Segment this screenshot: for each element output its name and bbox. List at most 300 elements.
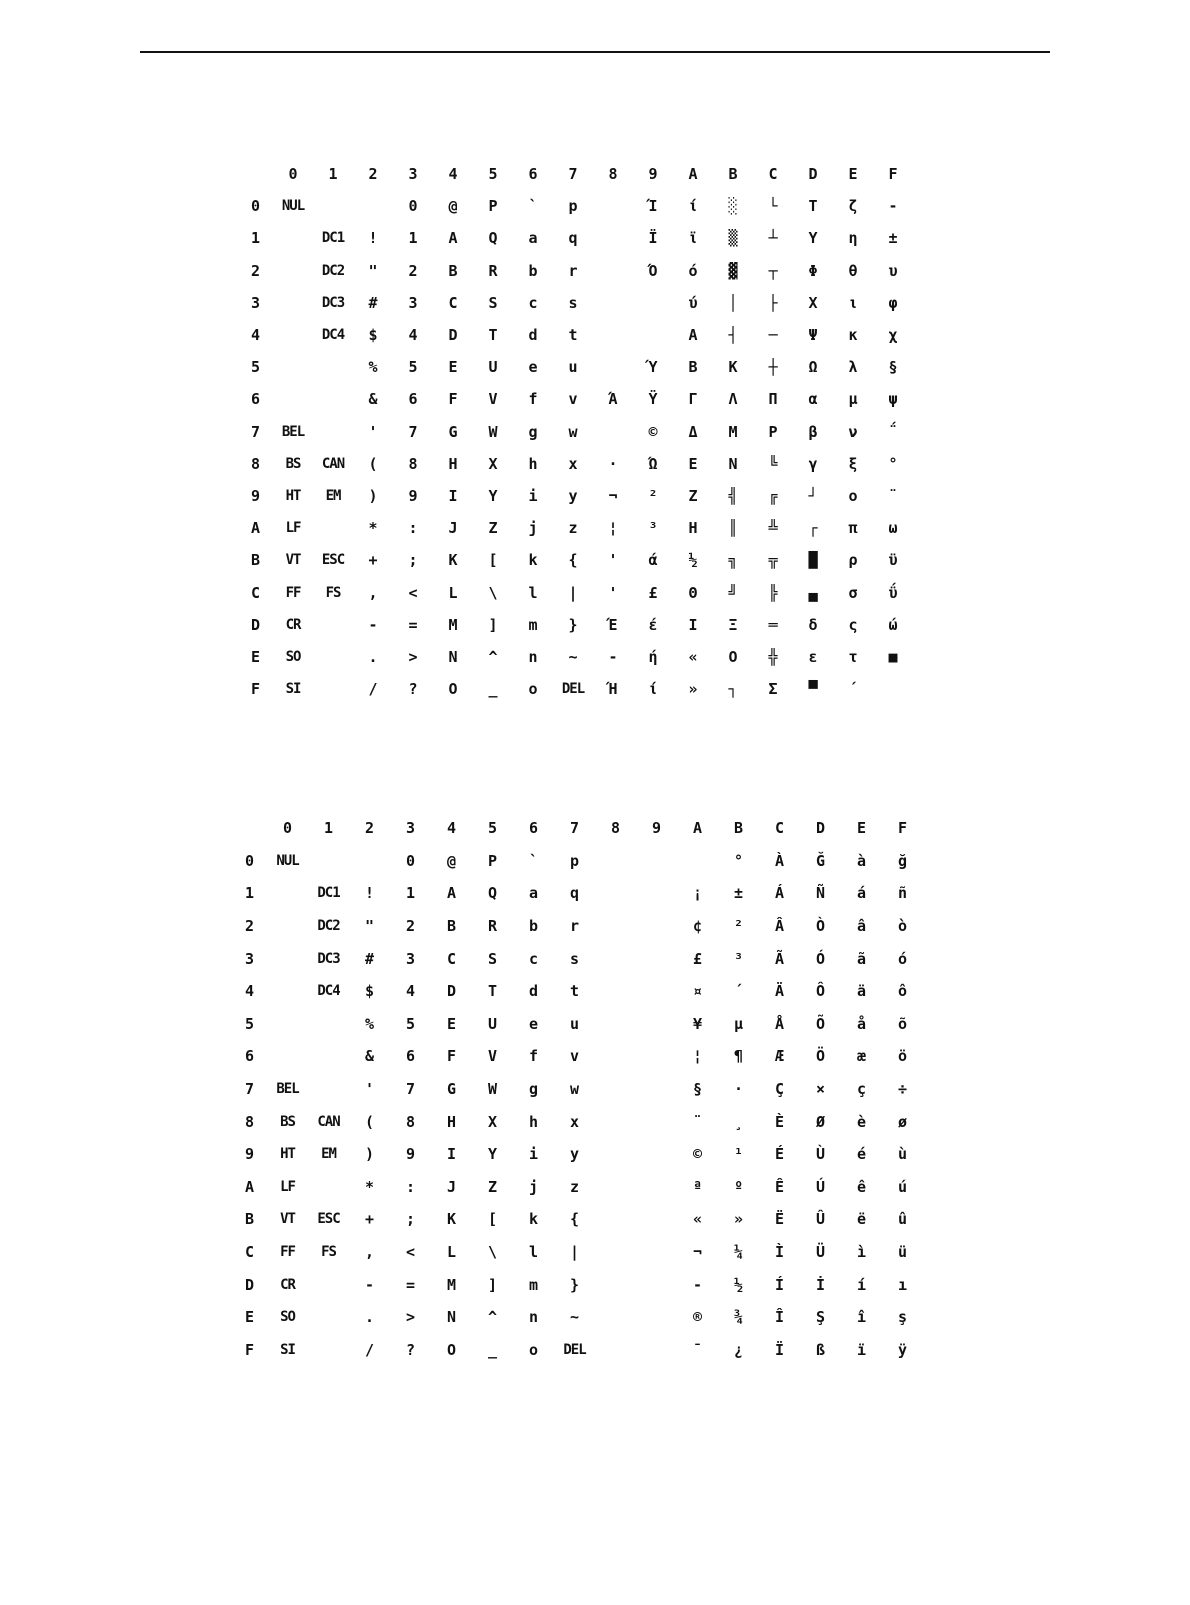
character-cell: ί bbox=[688, 197, 698, 216]
character-cell: ΰ bbox=[888, 583, 898, 602]
character-cell: - bbox=[608, 647, 618, 666]
character-cell: FS bbox=[325, 584, 341, 601]
character-cell: ú bbox=[897, 1177, 908, 1196]
character-cell: ▒ bbox=[728, 229, 738, 248]
character-cell: Η bbox=[688, 519, 698, 538]
character-cell: c bbox=[528, 293, 538, 312]
table-row bbox=[245, 1040, 923, 1073]
character-cell: ψ bbox=[888, 390, 898, 409]
character-cell: Λ bbox=[728, 390, 738, 409]
character-cell: ϊ bbox=[688, 229, 698, 248]
character-cell bbox=[595, 1203, 636, 1236]
character-cell: f bbox=[528, 390, 538, 409]
character-cell: µ bbox=[733, 1014, 744, 1033]
table-row bbox=[245, 1105, 923, 1138]
character-cell bbox=[677, 845, 718, 878]
character-cell: ¾ bbox=[733, 1308, 744, 1327]
character-cell: ╗ bbox=[728, 551, 738, 570]
character-cell: BEL bbox=[281, 423, 305, 440]
character-cell: ┬ bbox=[768, 261, 778, 280]
character-cell: l bbox=[528, 1243, 539, 1262]
character-cell bbox=[636, 1008, 677, 1041]
character-cell: █ bbox=[808, 551, 818, 570]
character-cell: B bbox=[448, 261, 458, 280]
character-cell: ¢ bbox=[692, 917, 703, 936]
character-cell: k bbox=[528, 1210, 539, 1229]
row-header: 7 bbox=[245, 1080, 255, 1099]
character-cell: # bbox=[368, 293, 378, 312]
character-cell bbox=[636, 877, 677, 910]
character-cell: ξ bbox=[848, 454, 858, 473]
character-cell: r bbox=[568, 261, 578, 280]
character-cell: ┤ bbox=[728, 326, 738, 345]
character-cell: ύ bbox=[688, 293, 698, 312]
character-cell: ¿ bbox=[733, 1340, 744, 1359]
table-row bbox=[251, 416, 913, 448]
character-cell: Ş bbox=[815, 1308, 826, 1327]
character-cell: ω bbox=[888, 519, 898, 538]
character-cell bbox=[308, 1334, 349, 1367]
character-cell: Ύ bbox=[648, 358, 658, 377]
row-header: 3 bbox=[251, 293, 261, 312]
character-cell: ã bbox=[856, 949, 867, 968]
character-cell: ¤ bbox=[692, 982, 703, 1001]
character-cell: Ν bbox=[728, 454, 738, 473]
character-cell: ¨ bbox=[888, 486, 898, 505]
character-cell: D bbox=[446, 982, 457, 1001]
row-header: E bbox=[251, 647, 261, 666]
character-cell: I bbox=[448, 486, 458, 505]
character-cell: \ bbox=[488, 583, 498, 602]
row-header: C bbox=[251, 583, 261, 602]
character-cell: ¬ bbox=[692, 1243, 703, 1262]
character-cell bbox=[313, 190, 353, 222]
character-cell: ¯ bbox=[692, 1340, 703, 1359]
character-cell: J bbox=[448, 519, 458, 538]
character-cell: 6 bbox=[405, 1047, 416, 1066]
character-cell: ¶ bbox=[733, 1047, 744, 1066]
character-cell: Ã bbox=[774, 949, 785, 968]
row-header: 5 bbox=[245, 1014, 255, 1033]
character-cell: + bbox=[368, 551, 378, 570]
character-cell bbox=[595, 1040, 636, 1073]
character-cell: { bbox=[569, 1210, 580, 1229]
character-cell: ± bbox=[733, 884, 744, 903]
character-cell: Ό bbox=[648, 261, 658, 280]
character-cell bbox=[593, 287, 633, 319]
column-header: 9 bbox=[651, 819, 662, 838]
character-cell: f bbox=[528, 1047, 539, 1066]
character-cell: ü bbox=[897, 1243, 908, 1262]
character-cell: E bbox=[448, 358, 458, 377]
character-cell: N bbox=[448, 647, 458, 666]
character-cell: Î bbox=[774, 1308, 785, 1327]
character-cell: ì bbox=[856, 1243, 867, 1262]
character-cell: ª bbox=[692, 1177, 703, 1196]
character-cell: 7 bbox=[408, 422, 418, 441]
character-cell bbox=[313, 609, 353, 641]
character-cell bbox=[313, 351, 353, 383]
character-cell: m bbox=[528, 1275, 539, 1294]
character-cell: │ bbox=[728, 293, 738, 312]
character-cell: © bbox=[648, 422, 658, 441]
character-cell: - bbox=[692, 1275, 703, 1294]
character-cell: Ζ bbox=[688, 486, 698, 505]
character-cell: ί bbox=[648, 680, 658, 699]
table-row bbox=[251, 383, 913, 415]
character-cell: Í bbox=[774, 1275, 785, 1294]
character-cell: ├ bbox=[768, 293, 778, 312]
character-cell: è bbox=[856, 1112, 867, 1131]
character-cell: A bbox=[448, 229, 458, 248]
character-cell bbox=[349, 845, 390, 878]
column-header: 8 bbox=[610, 819, 621, 838]
character-cell: @ bbox=[446, 851, 457, 870]
character-cell: p bbox=[568, 197, 578, 216]
character-cell bbox=[595, 1138, 636, 1171]
character-cell: ▀ bbox=[808, 680, 818, 699]
character-cell: λ bbox=[848, 358, 858, 377]
column-header: 1 bbox=[328, 165, 338, 184]
character-cell: ι bbox=[848, 293, 858, 312]
character-cell: n bbox=[528, 647, 538, 666]
column-header-row bbox=[245, 812, 923, 845]
row-header: 2 bbox=[251, 261, 261, 280]
table-row bbox=[245, 1236, 923, 1269]
character-cell: } bbox=[569, 1275, 580, 1294]
row-header: B bbox=[245, 1210, 255, 1229]
character-cell: o bbox=[528, 680, 538, 699]
character-cell: NUL bbox=[276, 852, 299, 869]
character-cell: å bbox=[856, 1014, 867, 1033]
character-cell: M bbox=[448, 615, 458, 634]
column-header: C bbox=[774, 819, 785, 838]
character-cell: ^ bbox=[487, 1308, 498, 1327]
corner-cell bbox=[245, 812, 267, 845]
column-header: 4 bbox=[446, 819, 457, 838]
character-cell: e bbox=[528, 358, 538, 377]
character-cell: ╣ bbox=[728, 486, 738, 505]
character-cell bbox=[636, 1203, 677, 1236]
character-cell: η bbox=[848, 229, 858, 248]
character-cell: g bbox=[528, 1080, 539, 1099]
character-cell bbox=[308, 845, 349, 878]
character-cell: Β bbox=[688, 358, 698, 377]
character-cell: ) bbox=[364, 1145, 375, 1164]
table-row bbox=[245, 1073, 923, 1106]
character-cell: Έ bbox=[608, 615, 618, 634]
character-cell bbox=[636, 1073, 677, 1106]
character-cell: ώ bbox=[888, 615, 898, 634]
character-cell: ESC bbox=[321, 552, 345, 569]
character-cell bbox=[267, 877, 308, 910]
character-cell: v bbox=[568, 390, 578, 409]
character-cell: ö bbox=[897, 1047, 908, 1066]
character-code-table-lower bbox=[245, 812, 923, 1366]
character-cell: i bbox=[528, 486, 538, 505]
character-cell: t bbox=[569, 982, 580, 1001]
character-cell: γ bbox=[808, 454, 818, 473]
column-header: 7 bbox=[569, 819, 580, 838]
column-header: F bbox=[897, 819, 908, 838]
character-cell: · bbox=[733, 1080, 744, 1099]
character-cell: φ bbox=[888, 293, 898, 312]
character-cell: * bbox=[364, 1177, 375, 1196]
character-cell bbox=[633, 319, 673, 351]
character-cell: K bbox=[446, 1210, 457, 1229]
character-cell: CAN bbox=[317, 1113, 340, 1130]
character-cell: q bbox=[569, 884, 580, 903]
column-header: E bbox=[848, 165, 858, 184]
character-cell bbox=[595, 942, 636, 975]
character-cell: VT bbox=[280, 1211, 295, 1228]
character-cell: Χ bbox=[808, 293, 818, 312]
character-cell: | bbox=[568, 583, 578, 602]
character-cell bbox=[595, 1334, 636, 1367]
character-cell: NUL bbox=[281, 198, 305, 215]
character-cell bbox=[595, 1171, 636, 1204]
character-cell: ó bbox=[897, 949, 908, 968]
table-row bbox=[245, 1334, 923, 1367]
character-cell: ─ bbox=[768, 326, 778, 345]
character-cell: ß bbox=[815, 1340, 826, 1359]
character-cell: ╝ bbox=[728, 583, 738, 602]
character-cell: Û bbox=[815, 1210, 826, 1229]
character-cell: τ bbox=[848, 647, 858, 666]
table-row bbox=[245, 975, 923, 1008]
character-cell: & bbox=[364, 1047, 375, 1066]
character-cell: ] bbox=[487, 1275, 498, 1294]
character-cell: s bbox=[568, 293, 578, 312]
character-cell: ½ bbox=[733, 1275, 744, 1294]
character-cell: ¦ bbox=[692, 1047, 703, 1066]
character-cell: ( bbox=[364, 1112, 375, 1131]
character-cell: - bbox=[888, 197, 898, 216]
row-header: D bbox=[245, 1275, 255, 1294]
row-header: F bbox=[245, 1340, 255, 1359]
character-cell: DC4 bbox=[321, 327, 345, 344]
character-cell: r bbox=[569, 917, 580, 936]
character-cell: Z bbox=[487, 1177, 498, 1196]
character-cell: & bbox=[368, 390, 378, 409]
character-cell: ¹ bbox=[733, 1145, 744, 1164]
character-cell: y bbox=[568, 486, 578, 505]
character-cell: ~ bbox=[569, 1308, 580, 1327]
character-cell: X bbox=[488, 454, 498, 473]
table-row bbox=[245, 845, 923, 878]
character-cell: ` bbox=[528, 851, 539, 870]
header-rule bbox=[140, 51, 1050, 53]
character-cell: / bbox=[364, 1340, 375, 1359]
character-cell: ╬ bbox=[768, 647, 778, 666]
character-code-table-upper bbox=[251, 158, 913, 705]
table-row bbox=[251, 480, 913, 512]
character-cell bbox=[273, 319, 313, 351]
character-cell: Y bbox=[487, 1145, 498, 1164]
character-cell: ? bbox=[405, 1340, 416, 1359]
row-header: 0 bbox=[245, 851, 255, 870]
character-cell: SI bbox=[280, 1341, 295, 1358]
table-row bbox=[245, 1268, 923, 1301]
character-cell: Ω bbox=[808, 358, 818, 377]
character-cell: # bbox=[364, 949, 375, 968]
character-cell: μ bbox=[848, 390, 858, 409]
character-cell: Π bbox=[768, 390, 778, 409]
character-cell bbox=[593, 351, 633, 383]
row-header: 5 bbox=[251, 358, 261, 377]
character-cell: Ξ bbox=[728, 615, 738, 634]
character-cell: L bbox=[446, 1243, 457, 1262]
column-header: A bbox=[692, 819, 703, 838]
character-cell: % bbox=[368, 358, 378, 377]
character-cell: O bbox=[448, 680, 458, 699]
character-cell: z bbox=[568, 519, 578, 538]
character-cell: SO bbox=[280, 1309, 295, 1326]
character-cell: ? bbox=[408, 680, 418, 699]
character-cell: 7 bbox=[405, 1080, 416, 1099]
character-cell bbox=[308, 1040, 349, 1073]
character-cell: - bbox=[364, 1275, 375, 1294]
character-cell bbox=[593, 416, 633, 448]
character-cell: ┴ bbox=[768, 229, 778, 248]
character-cell: $ bbox=[364, 982, 375, 1001]
character-cell: 0 bbox=[408, 197, 418, 216]
character-cell: D bbox=[448, 326, 458, 345]
character-cell: @ bbox=[448, 197, 458, 216]
character-cell: ║ bbox=[728, 519, 738, 538]
character-cell bbox=[313, 383, 353, 415]
character-cell bbox=[273, 287, 313, 319]
character-cell: Ñ bbox=[815, 884, 826, 903]
character-cell: R bbox=[487, 917, 498, 936]
character-cell: ▄ bbox=[808, 583, 818, 602]
character-cell: HT bbox=[285, 487, 301, 504]
character-cell: BEL bbox=[276, 1081, 299, 1098]
character-cell: / bbox=[368, 680, 378, 699]
character-cell bbox=[636, 1105, 677, 1138]
character-cell bbox=[273, 255, 313, 287]
character-cell bbox=[593, 190, 633, 222]
character-cell: ë bbox=[856, 1210, 867, 1229]
column-header: 0 bbox=[288, 165, 298, 184]
character-cell: ' bbox=[608, 583, 618, 602]
table-row bbox=[251, 319, 913, 351]
character-cell: j bbox=[528, 1177, 539, 1196]
character-cell: Θ bbox=[688, 583, 698, 602]
character-cell: × bbox=[815, 1080, 826, 1099]
character-cell: Ä bbox=[774, 982, 785, 1001]
character-cell: h bbox=[528, 454, 538, 473]
character-cell: 2 bbox=[408, 261, 418, 280]
character-cell bbox=[595, 1073, 636, 1106]
character-cell: BS bbox=[285, 455, 301, 472]
table-row bbox=[245, 1203, 923, 1236]
character-cell: æ bbox=[856, 1047, 867, 1066]
character-cell: , bbox=[368, 583, 378, 602]
character-cell bbox=[308, 1073, 349, 1106]
column-header: 9 bbox=[648, 165, 658, 184]
character-cell: b bbox=[528, 261, 538, 280]
table-row bbox=[251, 255, 913, 287]
character-cell: κ bbox=[848, 326, 858, 345]
row-header: B bbox=[251, 551, 261, 570]
character-cell: " bbox=[364, 917, 375, 936]
character-cell: Ώ bbox=[648, 454, 658, 473]
character-cell: 4 bbox=[405, 982, 416, 1001]
character-cell: h bbox=[528, 1112, 539, 1131]
character-cell: SI bbox=[285, 681, 301, 698]
character-cell: N bbox=[446, 1308, 457, 1327]
character-cell: Y bbox=[488, 486, 498, 505]
row-header: A bbox=[251, 519, 261, 538]
character-cell: ¥ bbox=[692, 1014, 703, 1033]
character-cell: a bbox=[528, 884, 539, 903]
character-cell: - bbox=[368, 615, 378, 634]
character-cell: ½ bbox=[688, 551, 698, 570]
character-cell: W bbox=[487, 1080, 498, 1099]
character-cell: FS bbox=[321, 1244, 336, 1261]
character-cell: F bbox=[448, 390, 458, 409]
character-cell: 3 bbox=[405, 949, 416, 968]
character-cell: └ bbox=[768, 197, 778, 216]
column-header: F bbox=[888, 165, 898, 184]
character-cell: û bbox=[897, 1210, 908, 1229]
character-cell: z bbox=[569, 1177, 580, 1196]
character-cell: j bbox=[528, 519, 538, 538]
character-cell: t bbox=[568, 326, 578, 345]
character-cell: ® bbox=[692, 1308, 703, 1327]
row-header: 1 bbox=[245, 884, 255, 903]
row-header: 0 bbox=[251, 197, 261, 216]
character-cell: w bbox=[568, 422, 578, 441]
character-cell: ¬ bbox=[608, 486, 618, 505]
character-cell: ═ bbox=[768, 615, 778, 634]
character-cell: ç bbox=[856, 1080, 867, 1099]
character-cell: _ bbox=[488, 680, 498, 699]
character-cell bbox=[267, 1008, 308, 1041]
character-cell: * bbox=[368, 519, 378, 538]
character-cell: u bbox=[568, 358, 578, 377]
character-cell: CR bbox=[285, 616, 301, 633]
character-cell: 0 bbox=[405, 851, 416, 870]
character-cell: J bbox=[446, 1177, 457, 1196]
character-cell: T bbox=[487, 982, 498, 1001]
character-cell: . bbox=[368, 647, 378, 666]
character-cell: ο bbox=[848, 486, 858, 505]
table-row bbox=[245, 1171, 923, 1204]
character-cell: G bbox=[446, 1080, 457, 1099]
character-cell bbox=[636, 1040, 677, 1073]
character-cell: H bbox=[448, 454, 458, 473]
character-cell: VT bbox=[285, 552, 301, 569]
row-header: E bbox=[245, 1308, 255, 1327]
character-cell: ΄ bbox=[848, 680, 858, 699]
character-cell: DC2 bbox=[321, 262, 345, 279]
character-cell: EM bbox=[321, 1146, 336, 1163]
character-cell: α bbox=[808, 390, 818, 409]
character-cell bbox=[633, 287, 673, 319]
character-cell: \ bbox=[487, 1243, 498, 1262]
character-cell bbox=[873, 673, 913, 705]
character-cell: Α bbox=[688, 326, 698, 345]
row-header: 7 bbox=[251, 422, 261, 441]
character-cell: R bbox=[488, 261, 498, 280]
character-cell: = bbox=[408, 615, 418, 634]
character-cell bbox=[308, 1171, 349, 1204]
character-cell: ╦ bbox=[768, 551, 778, 570]
character-cell: i bbox=[528, 1145, 539, 1164]
character-cell: À bbox=[774, 851, 785, 870]
